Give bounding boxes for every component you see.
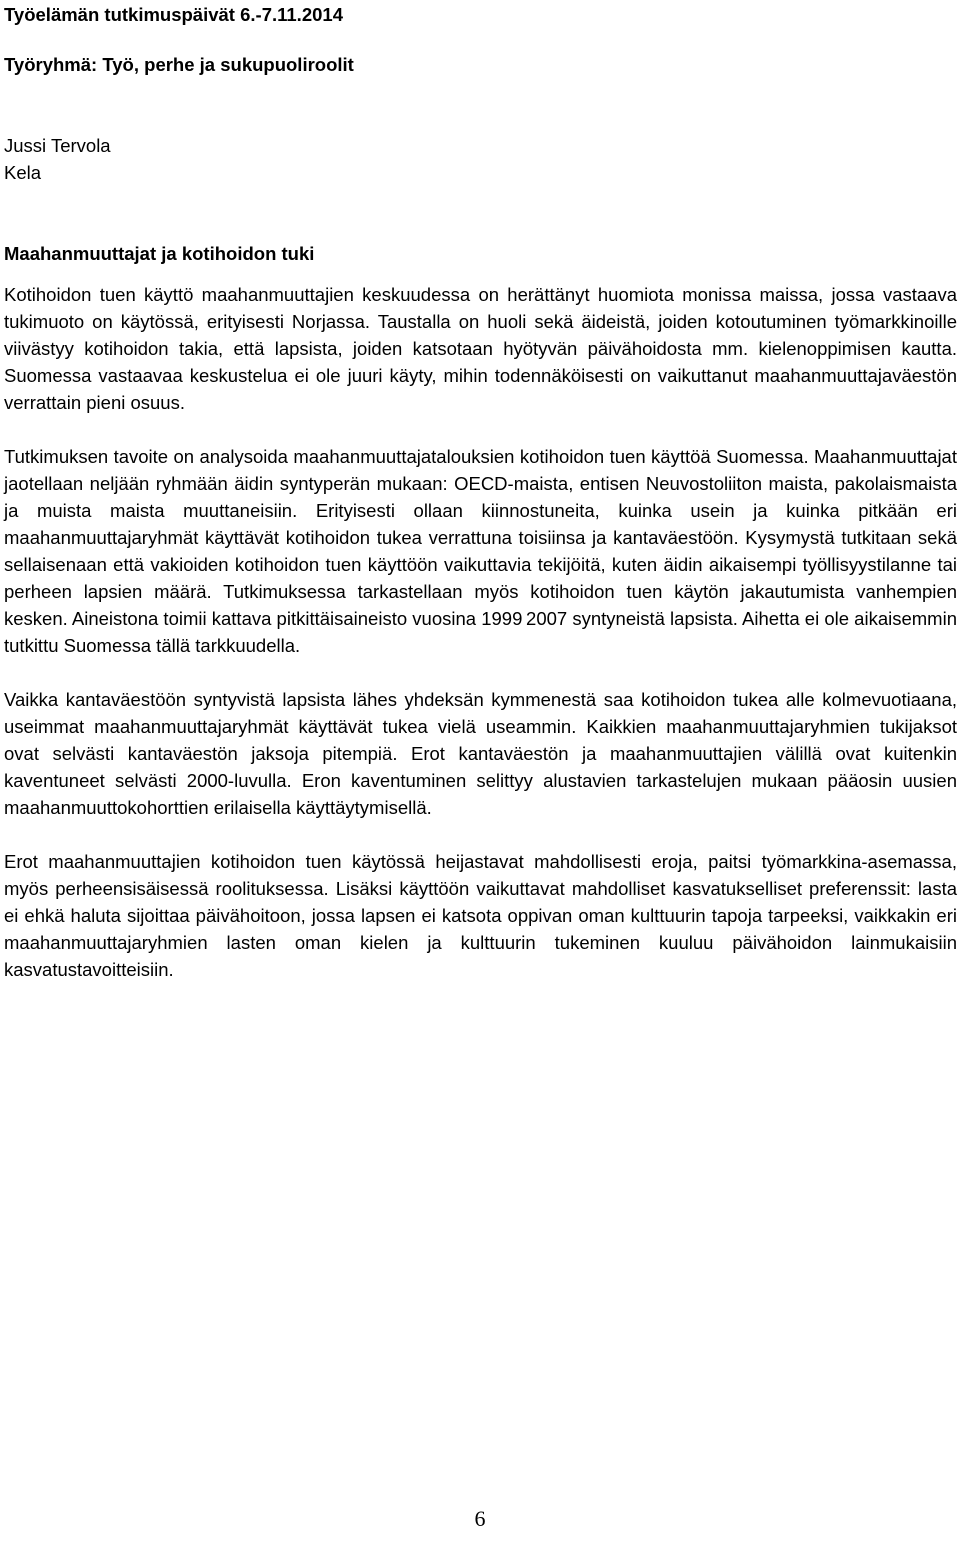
author-name: Jussi Tervola bbox=[4, 135, 111, 156]
author-affiliation: Kela bbox=[4, 162, 42, 183]
article-title: Maahanmuuttajat ja kotihoidon tuki bbox=[4, 243, 315, 264]
document-page bbox=[4, 0, 957, 983]
workgroup-title: Työryhmä: Työ, perhe ja sukupuoliroolit bbox=[4, 54, 354, 75]
author-block bbox=[4, 132, 957, 186]
body-paragraph: Erot maahanmuuttajien kotihoidon tuen käytössä heijastavat mahdollisesti eroja, paitsi työmarkkina-asemassa, myös perheensisäisessä roolituksessa. Lisäksi käyttöön vaikuttavat mahdolliset kasvatukselliset preferenssit: lasta ei ehkä haluta sijoittaa päivähoitoon, jossa lapsen ei katsota oppivan oman kulttuurin tapoja tarpeeksi, vaikkakin eri maahanmuuttajaryhmien lasten oman kielen ja kulttuurin tukeminen kuuluu päivähoidon lainmukaisiin kasvatustavoitteisiin. bbox=[4, 851, 957, 980]
body-paragraph: Vaikka kantaväestöön syntyvistä lapsista lähes yhdeksän kymmenestä saa kotihoidon tukea alle kolmevuotiaana, useimmat maahanmuuttajaryhmät käyttävät tukea vielä useammin. Kaikkien maahanmuuttajaryhmien tukijaksot ovat selvästi kantaväestön jaksoja pitempiä. Erot kantaväestön ja maahanmuuttajien välillä ovat kuitenkin kaventuneet selvästi 2000-luvulla. Eron kaventuminen selittyy alustavien tarkastelujen mukaan pääosin uusien maahanmuuttokohorttien erilaisella käyttäytymisellä. bbox=[4, 689, 957, 818]
body-paragraph: Tutkimuksen tavoite on analysoida maahanmuuttajatalouksien kotihoidon tuen käyttöä Suomessa. Maahanmuuttajat jaotellaan neljään ryhmään äidin syntyperän mukaan: OECD-maista, entisen Neuvostoliiton maista, pakolaismaista ja muista maista muuttaneisiin. Erityisesti ollaan kiinnostuneita, kuinka usein ja kuinka pitkään eri maahanmuuttajaryhmät käyttävät kotihoidon tukea verrattuna toisiinsa ja kantaväestöön. Kysymystä tutkitaan sekä sellaisenaan että vakioiden kotihoidon tuen käyttöön vaikuttavia tekijöitä, kuten äidin aikaisempi työllisyystilanne tai perheen lapsien määrä. Tutkimuksessa tarkastellaan myös kotihoidon tuen käytön jakautumista vanhempien kesken. Aineistona toimii kattava pitkittäisaineisto vuosina 1999 2007 syntyneistä lapsista. Aihetta ei ole aikaisemmin tutkittu Suomessa tällä tarkkuudella. bbox=[4, 446, 957, 656]
page-number: 6 bbox=[474, 1506, 486, 1531]
body-paragraph: Kotihoidon tuen käyttö maahanmuuttajien keskuudessa on herättänyt huomiota monissa maissa, jossa vastaava tukimuoto on käytössä, erityisesti Norjassa. Taustalla on huoli sekä äideistä, joiden kotoutuminen työmarkkinoille viivästyy kotihoidon takia, että lapsista, joiden katsotaan hyötyvän päivähoidosta mm. kielenoppimisen kautta. Suomessa vastaavaa keskustelua ei ole juuri käyty, mihin todennäköisesti on vaikuttanut maahanmuuttajaväestön verrattain pieni osuus. bbox=[4, 284, 957, 413]
conference-title: Työelämän tutkimuspäivät 6.-7.11.2014 bbox=[4, 4, 343, 25]
